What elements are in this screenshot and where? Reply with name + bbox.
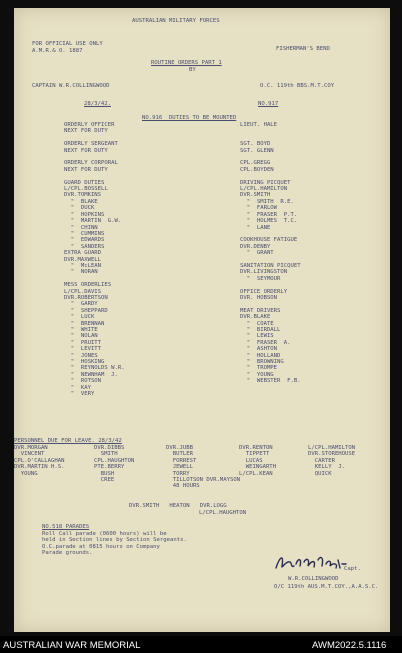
duty-line: " HOSKING — [64, 359, 105, 366]
personnel-name: JEWELL — [166, 464, 193, 471]
duty-line: " SEYMOUR — [240, 275, 281, 282]
duty-line: " HOLMES T.C. — [240, 218, 298, 225]
duty-line: " REYNOLDS W.R. — [64, 365, 125, 372]
left-duties-list — [64, 122, 125, 397]
duty-line: " McLEAN — [64, 262, 102, 269]
duty-line: SGT. BOYD — [240, 141, 271, 148]
personnel-name: LUCAS — [239, 457, 263, 464]
parade-line: Parade grounds. — [42, 550, 93, 557]
duty-line: DVR. HOBSON — [240, 294, 278, 301]
duty-line: " HOLLAND — [240, 352, 281, 359]
official-use-label: FOR OFFICIAL USE ONLY — [32, 41, 103, 47]
form-number: A.M.R.& O. 1887 — [32, 48, 83, 54]
duty-line: DVR.BLAKE — [240, 314, 271, 321]
duties-heading: NO.916 DUTIES TO BE MOUNTED — [142, 115, 237, 121]
personnel-name: BUSH — [94, 470, 115, 477]
personnel-name: TORRY — [166, 470, 190, 477]
signature-suffix: Capt. — [344, 566, 361, 572]
personnel-extra: DVR.SMITH HEATON DVR.LOGG — [129, 503, 227, 509]
duty-line: L/CPL.HAMILTON — [240, 186, 288, 193]
duty-line: DVR.MAXWELL — [64, 256, 102, 263]
duty-line: " YOUNG — [240, 371, 274, 378]
personnel-name: L/CPL.KEAN — [239, 470, 273, 477]
duty-line: " BIRDALL — [240, 327, 281, 333]
captain-name: CAPTAIN W.R.COLLINGWOOD — [32, 83, 110, 89]
order-number: NO.917 — [258, 101, 279, 107]
duty-line: " PRUITT — [64, 339, 102, 346]
duty-line: NEXT FOR DUTY — [64, 147, 108, 154]
footer-source: AUSTRALIAN WAR MEMORIAL — [3, 640, 141, 651]
personnel-name: DVR.DIBBS — [94, 445, 125, 451]
duty-line: " NOLAN — [64, 333, 98, 340]
duty-line: " FARLOW — [240, 205, 278, 212]
order-document — [14, 8, 390, 632]
duty-line: L/CPL.DAVIS — [64, 288, 102, 295]
duty-line: " CUMMINS — [64, 230, 105, 237]
personnel-name: DVR.STOREHOUSE — [308, 451, 356, 458]
personnel-column — [239, 445, 276, 477]
duty-line: " BLAKE — [64, 198, 98, 205]
duty-line: " BROWNING — [240, 359, 284, 366]
personnel-name: FORREST — [166, 457, 197, 464]
personnel-name: CPL.O'CALLAGHAN — [14, 457, 65, 464]
duty-line: EXTRA GUARD — [64, 250, 102, 257]
duty-line: ORDERLY CORPORAL — [64, 160, 118, 167]
duty-line: DVR.ROBERTSON — [64, 294, 108, 301]
location: FISHERMAN'S BEND — [276, 46, 330, 52]
duty-line: OFFICE ORDERLY — [240, 288, 288, 295]
duty-line: " MARTIN G.W. — [64, 218, 122, 225]
duty-line: NEXT FOR DUTY — [64, 128, 108, 135]
archive-footer — [0, 636, 402, 653]
duty-line: " FRASER A. — [240, 339, 291, 346]
personnel-name: DVR.RENTON — [239, 445, 273, 451]
duty-line: L/CPL.BOSSELL — [64, 186, 108, 193]
duty-line: " EDWARDS — [64, 237, 105, 244]
personnel-name: KELLY J. — [308, 464, 346, 471]
duty-line: SANITATION PICQUET — [240, 262, 301, 269]
duty-line: " KAY — [64, 384, 91, 391]
personnel-column — [94, 445, 134, 483]
parade-text — [42, 531, 187, 557]
duty-line: NEXT FOR DUTY — [64, 166, 108, 173]
personnel-name: SMITH — [94, 451, 118, 458]
duty-line: " ASHTON — [240, 346, 278, 353]
personnel-name: WEINGARTH — [239, 464, 277, 471]
document-title: AUSTRALIAN MILITARY FORCES — [132, 18, 220, 24]
personnel-name: QUICK — [308, 470, 332, 477]
duty-line: " GARDY — [64, 301, 98, 308]
duty-line: " LEVITT — [64, 346, 102, 353]
personnel-name: L/CPL.HAMILTON — [308, 445, 356, 451]
personnel-column — [14, 445, 65, 477]
duty-line: CPL.GREGG — [240, 160, 271, 167]
duty-line: DVR.LIVINGSTON — [240, 269, 288, 276]
by-label: BY — [189, 67, 196, 73]
personnel-name: CREE — [94, 477, 115, 484]
signoff-name: W.R.COLLINGWOOD — [288, 576, 339, 582]
duty-line: " LUCK — [64, 314, 95, 321]
personnel-column — [166, 445, 240, 490]
personnel-name: TILLOTSON DVR.MAYSON — [166, 477, 241, 484]
duty-line: " SMITH R.E. — [240, 198, 294, 205]
duty-line: " GRANT — [240, 250, 274, 257]
parade-line: O.C.parade at 0815 hours on Company — [42, 543, 160, 550]
duty-line: " HOPKINS — [64, 211, 105, 218]
duty-line: " SHEPPARD — [64, 307, 108, 314]
duty-line: COOKHOUSE FATIGUE — [240, 237, 298, 244]
personnel-extra-2: L/CPL.HAUGHTON — [199, 510, 247, 516]
personnel-column — [308, 445, 355, 477]
duty-line: CPL.BOYDEN — [240, 166, 274, 173]
duty-line: " ROTSON — [64, 378, 102, 385]
duty-line: " LEWIS — [240, 333, 274, 340]
personnel-name: PTE.BERRY — [94, 464, 125, 471]
duty-line: " NEWNHAM J. — [64, 371, 118, 378]
duty-line: DVR.DENBY — [240, 243, 271, 250]
duty-line: " BRENNAN — [64, 320, 105, 327]
personnel-name: VINCENT — [14, 451, 45, 458]
duty-line: DVR.SMITH — [240, 192, 271, 199]
duty-line: DRIVING PICQUET — [240, 179, 291, 186]
signoff-title: O/C 119th AUS.M.T.COY.,A.A.S.C. — [274, 584, 379, 590]
duty-line: MESS ORDERLIES — [64, 282, 112, 289]
duty-line: DVR.TOMKINS — [64, 192, 102, 199]
oc-unit: O.C. 119th BBS.M.T.COY — [260, 83, 335, 89]
duty-line: " COATE — [240, 320, 274, 327]
duty-line: " TROMPE — [240, 365, 278, 372]
duty-line: " WHITE — [64, 327, 98, 333]
duty-line: " JONES — [64, 352, 98, 359]
right-duties-list — [240, 122, 301, 385]
personnel-name: 48 HOURS — [166, 483, 200, 490]
duty-line: GUARD DUTIES — [64, 179, 105, 186]
personnel-name: TIPPETT — [239, 451, 270, 458]
duty-line: MEAT DRIVERS — [240, 307, 281, 314]
parade-line: Roll Call parade (0600 hours) will be — [42, 531, 167, 537]
personnel-name: BUTLER — [166, 451, 193, 458]
duty-line: " VERY — [64, 391, 95, 398]
duty-line: " SANDERS — [64, 243, 105, 250]
personnel-name: CARTER — [308, 457, 335, 464]
duty-line: " CHINN — [64, 224, 98, 231]
personnel-name: DVR.JUBB — [166, 445, 193, 451]
order-date: 28/3/42. — [84, 101, 111, 107]
duty-line: " DUCK — [64, 205, 95, 212]
duty-line: " LANE — [240, 224, 271, 231]
personnel-name: CPL.HAUGHTON — [94, 457, 135, 464]
personnel-name: DVR.MARTIN H.S. — [14, 464, 65, 471]
parade-heading: NO.518 PARADES — [42, 524, 90, 530]
duty-line: LIEUT. HALE — [240, 122, 278, 128]
duty-line: " FRASER P.T. — [240, 211, 298, 218]
parade-line: held in Section lines by Section Sergeants. — [42, 537, 187, 544]
routine-orders-heading: ROUTINE ORDERS PART 1 — [151, 60, 222, 66]
footer-id: AWM2022.5.1116 — [312, 640, 387, 651]
duty-line: ORDERLY SERGEANT — [64, 141, 118, 148]
personnel-name: YOUNG — [14, 470, 38, 477]
duty-line: ORDERLY OFFICER — [64, 122, 115, 128]
duty-line: " NORAN — [64, 269, 98, 276]
duty-line: " WEBSTER F.B. — [240, 378, 301, 385]
duty-line: SGT. GLENN — [240, 147, 274, 154]
personnel-name: DVR.MORGAN — [14, 445, 48, 451]
personnel-heading: PERSONNEL DUE FOR LEAVE. 28/3/42 — [14, 438, 122, 444]
